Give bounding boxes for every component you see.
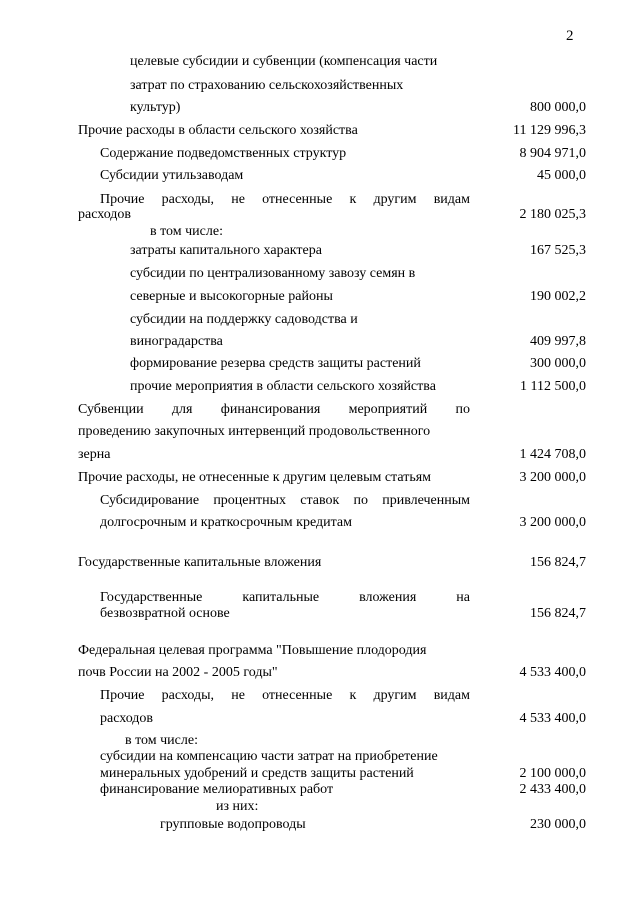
row-label: Прочие расходы, не отнесенные к другим видам: [100, 688, 470, 703]
table-row: [0, 402, 640, 418]
row-label: почв России на 2002 - 2005 годы": [78, 665, 278, 680]
table-row: [0, 606, 640, 622]
table-row: [0, 424, 640, 440]
table-row: [0, 207, 640, 223]
table-row: [0, 733, 640, 749]
row-label: субсидии на поддержку садоводства и: [130, 312, 358, 327]
table-row: [0, 146, 640, 162]
table-row: [0, 192, 640, 208]
row-label: зерна: [78, 447, 111, 462]
row-label: северные и высокогорные районы: [130, 289, 333, 304]
table-row: [0, 447, 640, 463]
table-row: [0, 688, 640, 704]
row-label: субсидии на компенсацию части затрат на приобретение: [100, 749, 438, 764]
table-row: [0, 555, 640, 571]
row-label: финансирование мелиоративных работ: [100, 782, 334, 797]
row-label: Субсидии утильзаводам: [100, 168, 244, 183]
row-value: 409 997,8: [530, 334, 586, 349]
row-label: Федеральная целевая программа "Повышение плодородия: [78, 643, 427, 658]
table-row: [0, 100, 640, 116]
row-label: целевые субсидии и субвенции (компенсация части: [130, 54, 438, 69]
row-label: долгосрочным и краткосрочным кредитам: [100, 515, 352, 530]
table-row: [0, 470, 640, 486]
row-label: виноградарства: [130, 334, 223, 349]
row-value: 45 000,0: [537, 168, 586, 183]
page-number: 2: [566, 28, 574, 44]
table-row: [0, 224, 640, 240]
table-row: [0, 54, 640, 70]
row-label: в том числе:: [125, 733, 198, 748]
table-row: [0, 243, 640, 259]
row-label: Прочие расходы в области сельского хозяйства: [78, 123, 358, 138]
row-value: 156 824,7: [530, 606, 586, 621]
row-label: групповые водопроводы: [160, 817, 306, 832]
row-value: 1 112 500,0: [520, 379, 586, 394]
row-value: 1 424 708,0: [519, 447, 586, 462]
table-row: [0, 493, 640, 509]
row-value: 800 000,0: [530, 100, 586, 115]
row-label: Субвенции для финансирования мероприятий по: [78, 402, 470, 417]
row-label: минеральных удобрений и средств защиты растений: [100, 766, 414, 781]
row-value: 3 200 000,0: [519, 515, 586, 530]
row-value: 2 100 000,0: [519, 766, 586, 781]
row-label: субсидии по централизованному завозу семян в: [130, 266, 416, 281]
row-label: Прочие расходы, не отнесенные к другим целевым статьям: [78, 470, 432, 485]
row-label: безвозвратной основе: [100, 606, 230, 621]
table-row: [0, 379, 640, 395]
row-label: расходов: [78, 207, 132, 222]
table-row: [0, 78, 640, 94]
table-row: [0, 643, 640, 659]
table-row: [0, 590, 640, 606]
row-value: 156 824,7: [530, 555, 586, 570]
row-label: расходов: [100, 711, 154, 726]
row-value: 190 002,2: [530, 289, 586, 304]
row-label: Государственные капитальные вложения на: [100, 590, 470, 605]
row-label: затраты капитального характера: [130, 243, 322, 258]
table-row: [0, 817, 640, 833]
table-row: [0, 515, 640, 531]
table-row: [0, 356, 640, 372]
table-row: [0, 334, 640, 350]
table-row: [0, 168, 640, 184]
table-row: [0, 782, 640, 798]
table-row: [0, 766, 640, 782]
row-label: Прочие расходы, не отнесенные к другим видам: [100, 192, 470, 207]
row-label: в том числе:: [150, 224, 223, 239]
row-label: прочие мероприятия в области сельского хозяйства: [130, 379, 436, 394]
table-row: [0, 799, 640, 815]
row-label: проведению закупочных интервенций продовольственного: [78, 424, 431, 439]
row-value: 11 129 996,3: [513, 123, 586, 138]
row-label: затрат по страхованию сельскохозяйственных: [130, 78, 404, 93]
row-value: 167 525,3: [530, 243, 586, 258]
table-row: [0, 289, 640, 305]
row-value: 3 200 000,0: [519, 470, 586, 485]
table-row: [0, 123, 640, 139]
row-value: 2 180 025,3: [519, 207, 586, 222]
table-row: [0, 711, 640, 727]
row-label: Субсидирование процентных ставок по привлеченным: [100, 493, 470, 508]
table-row: [0, 266, 640, 282]
row-label: Содержание подведомственных структур: [100, 146, 347, 161]
row-label: Государственные капитальные вложения: [78, 555, 322, 570]
row-value: 2 433 400,0: [519, 782, 586, 797]
table-row: [0, 312, 640, 328]
row-value: 8 904 971,0: [519, 146, 586, 161]
row-value: 300 000,0: [530, 356, 586, 371]
row-label: культур): [130, 100, 181, 115]
row-label: формирование резерва средств защиты растений: [130, 356, 421, 371]
table-row: [0, 749, 640, 765]
row-value: 4 533 400,0: [519, 665, 586, 680]
row-value: 230 000,0: [530, 817, 586, 832]
row-value: 4 533 400,0: [519, 711, 586, 726]
table-row: [0, 665, 640, 681]
row-label: из них:: [216, 799, 259, 814]
